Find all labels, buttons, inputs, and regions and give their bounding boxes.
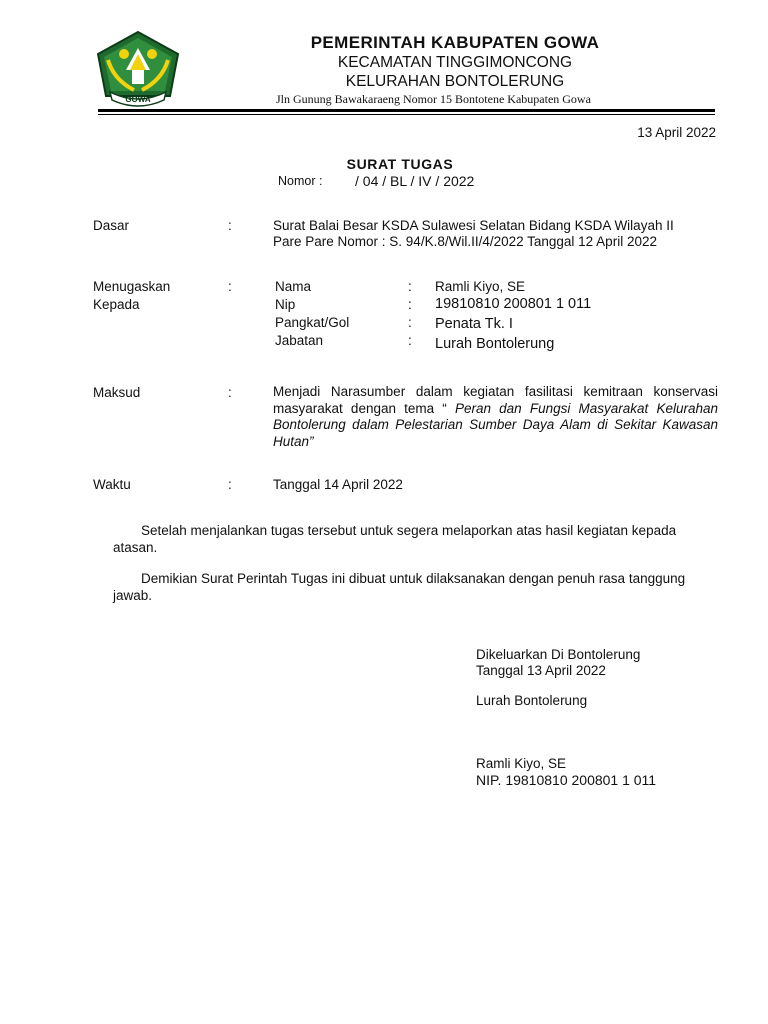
letterhead-district: KECAMATAN TINGGIMONCONG: [337, 54, 573, 71]
letterhead-address: Jln Gunung Bawakaraeng Nomor 15 Bontotene Kabupaten Gowa: [276, 92, 591, 106]
field-value-pangkat: Penata Tk. I: [435, 316, 513, 332]
field-colon-nip: :: [408, 297, 412, 312]
gowa-regency-logo: [94, 30, 182, 110]
signatory-position: Lurah Bontolerung: [476, 693, 588, 708]
letterhead-government: PEMERINTAH KABUPATEN GOWA: [310, 33, 600, 52]
signatory-name: Ramli Kiyo, SE: [476, 756, 567, 771]
field-label-pangkat: Pangkat/Gol: [275, 315, 350, 330]
maksud-colon: :: [228, 385, 232, 400]
field-value-nama: Ramli Kiyo, SE: [435, 279, 526, 294]
nomor-value: / 04 / BL / IV / 2022: [355, 173, 475, 189]
letterhead-village: KELURAHAN BONTOLERUNG: [345, 73, 565, 90]
waktu-label: Waktu: [93, 477, 131, 492]
issued-at: Dikeluarkan Di Bontolerung: [476, 647, 641, 662]
letter-date: 13 April 2022: [637, 125, 716, 140]
field-label-nama: Nama: [275, 279, 312, 294]
dasar-colon: :: [228, 218, 232, 233]
document-title: SURAT TUGAS: [346, 156, 454, 172]
field-label-jabatan: Jabatan: [275, 333, 324, 348]
field-colon-pangkat: :: [408, 315, 412, 330]
menugaskan-colon: :: [228, 279, 232, 294]
maksud-text: [273, 384, 718, 450]
dasar-line-2: Pare Pare Nomor : S. 94/K.8/Wil.II/4/2022 Tanggal 12 April 2022: [273, 234, 657, 249]
maksud-theme: Peran dan Fungsi Masyarakat Kelurahan Bontolerung dalam Pelestarian Sumber Daya Alam di Sekitar Kawasan Hutan: [273, 400, 718, 449]
issued-date: Tanggal 13 April 2022: [476, 663, 606, 678]
field-label-nip: Nip: [275, 297, 296, 312]
header-divider-thin: [98, 114, 715, 115]
kepada-label: Kepada: [93, 297, 140, 312]
waktu-colon: :: [228, 477, 232, 492]
field-value-jabatan: Lurah Bontolerung: [435, 336, 555, 352]
header-divider-thick: [98, 109, 715, 112]
maksud-label: Maksud: [93, 385, 141, 400]
field-value-nip: 19810810 200801 1 011: [435, 296, 592, 312]
signatory-nip: NIP. 19810810 200801 1 011: [476, 772, 657, 788]
paragraph-report: Setelah menjalankan tugas tersebut untuk segera melaporkan atas hasil kegiatan kepada atasan.: [113, 523, 677, 555]
dasar-line-1: Surat Balai Besar KSDA Sulawesi Selatan Bidang KSDA Wilayah II: [273, 218, 674, 233]
paragraph-closing: Demikian Surat Perintah Tugas ini dibuat untuk dilaksanakan dengan penuh rasa tanggung jawab.: [113, 571, 686, 603]
dasar-label: Dasar: [93, 218, 130, 233]
waktu-value: Tanggal 14 April 2022: [273, 477, 403, 492]
svg-text:GOWA: GOWA: [125, 95, 151, 104]
nomor-label: Nomor :: [278, 174, 323, 188]
menugaskan-label: Menugaskan: [93, 279, 171, 294]
field-colon-nama: :: [408, 279, 412, 294]
maksud-quote-close: ”: [309, 433, 314, 449]
maksud-text-plain: Menjadi Narasumber dalam kegiatan fasilitasi kemitraan konservasi masyarakat dengan tema “: [273, 384, 718, 416]
field-colon-jabatan: :: [408, 333, 412, 348]
